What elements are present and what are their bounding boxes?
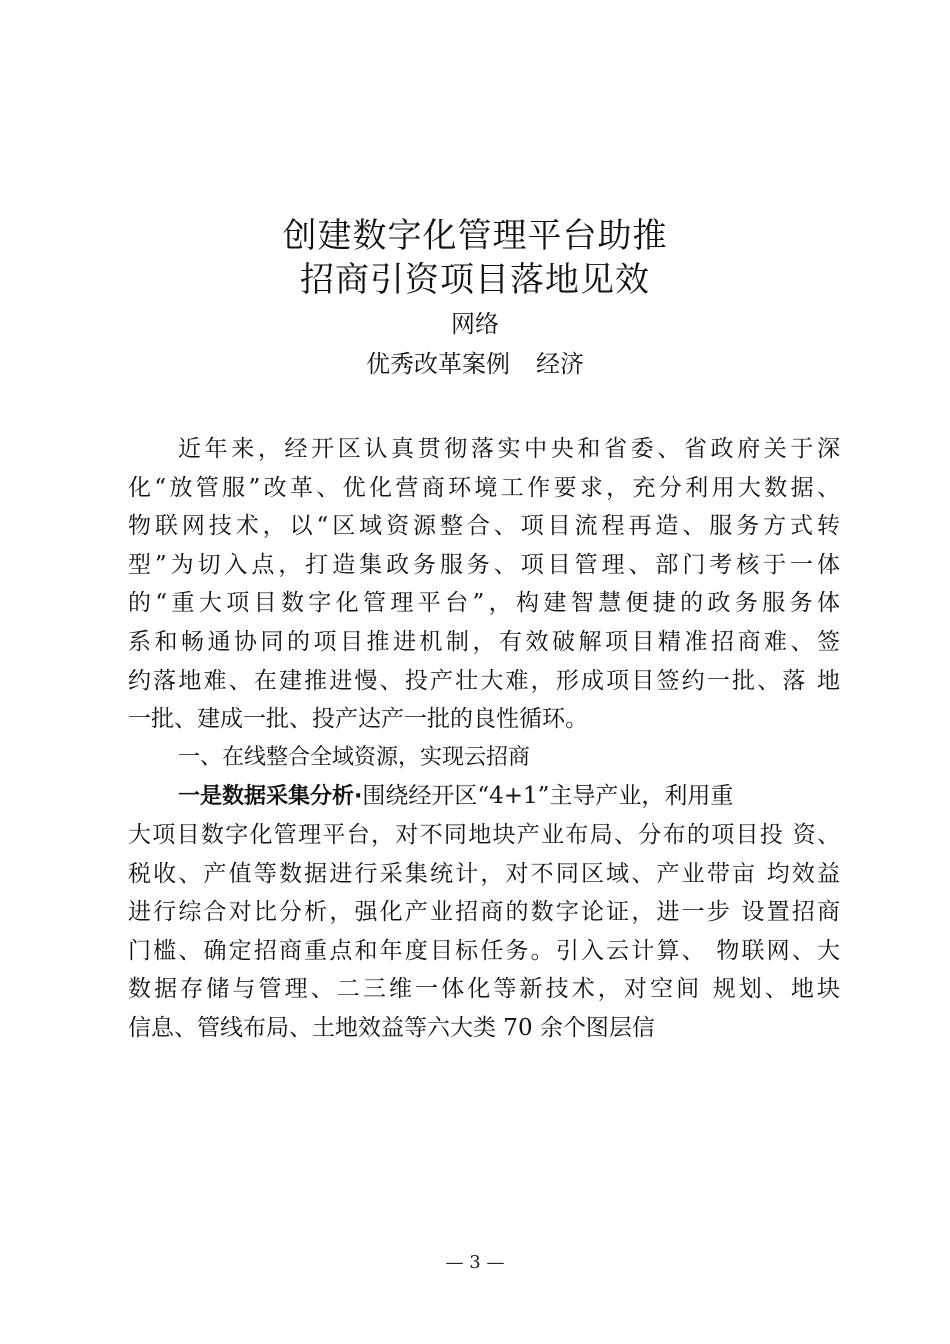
byline-tag: 经济 [536,350,584,378]
intro-line-4: 型”为切入点，打造集政务服务、项目管理、部门考核于一体 [128,551,840,578]
section-heading: 一、在线整合全域资源，实现云招商 [178,744,531,770]
section-line-6: 信息、管线布局、土地效益等六大类 70 余个图层信 [128,1014,655,1041]
document-body [128,430,840,1048]
section-line-3: 进行综合对比分析，强化产业招商的数字论证，进一步 设置招商 [128,899,840,926]
intro-line-3: 物联网技术，以“区域资源整合、项目流程再造、服务方式转 [128,513,840,540]
section-line-4: 门槛、确定招商重点和年度目标任务。引入云计算、 物联网、大 [128,937,840,964]
byline-category-row [0,349,950,379]
section-lead-line [128,777,840,816]
intro-line-1: 近年来，经开区认真贯彻落实中央和省委、省政府关于深 [178,436,840,462]
page-number: — 3 — [445,1252,505,1273]
intro-line-2: 化“放管服”改革、优化营商环境工作要求，充分利用大数据、 [128,474,840,501]
document-title [0,214,950,302]
section-lead-rest: 围绕经开区“4+1”主导产业，利用重 [362,783,734,810]
byline-category: 优秀改革案例 [366,350,510,378]
intro-line-8: 一批、建成一批、投产达产一批的良性循环。 [128,706,588,733]
section-line-1: 大项目数字化管理平台，对不同地块产业布局、分布的项目投 资、 [128,821,840,848]
intro-line-6: 系和畅通协同的项目推进机制，有效破解项目精准招商难、签 [128,628,840,655]
byline-source: 网络 [451,310,499,338]
intro-line-7: 约落地难、在建推进慢、投产壮大难，形成项目签约一批、落 地 [128,667,840,694]
title-line-1: 创建数字化管理平台助推 [282,216,668,256]
section-line-2: 税收、产值等数据进行采集统计，对不同区域、产业带亩 均效益 [128,860,840,887]
intro-line-5: 的“重大项目数字化管理平台”，构建智慧便捷的政务服务体 [128,590,840,617]
section-lead-bold: 一是数据采集分析· [178,784,363,810]
section-line-5: 数据存储与管理、二三维一体化等新技术，对空间 规划、地块 [128,976,840,1003]
title-line-2: 招商引资项目落地见效 [300,260,650,300]
